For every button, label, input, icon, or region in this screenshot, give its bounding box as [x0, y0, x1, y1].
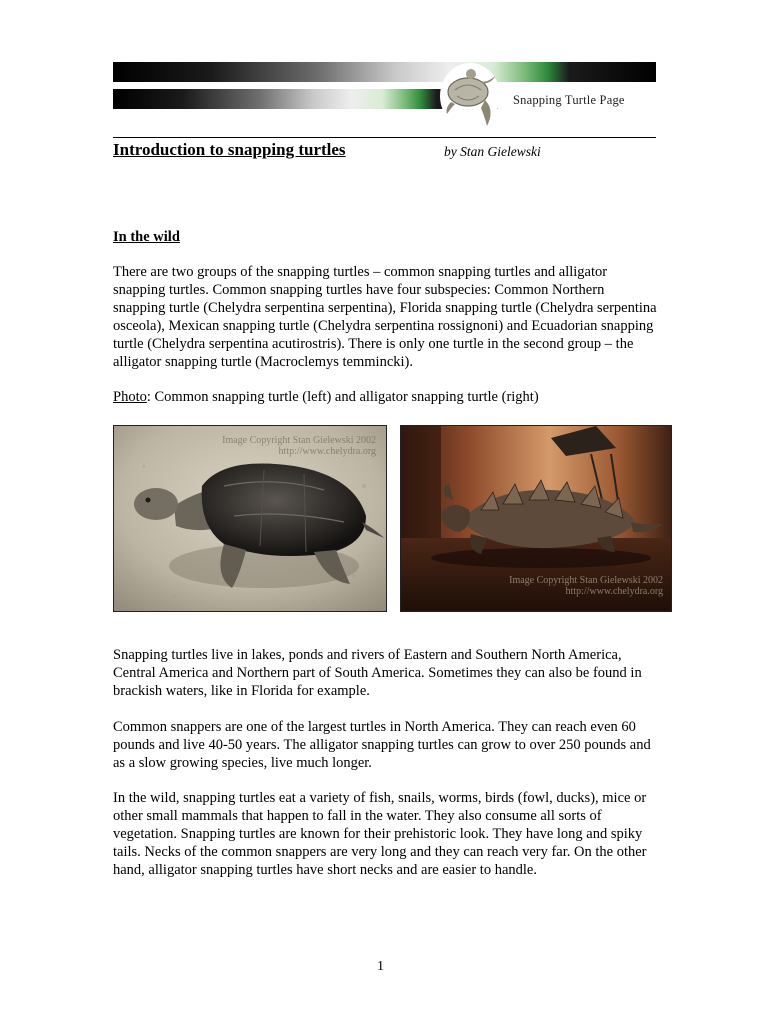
- watermark-left: Image Copyright Stan Gielewski 2002 http://www.chelydra.org: [222, 435, 376, 457]
- paragraph-size-lifespan: Common snappers are one of the largest turtles in North America. They can reach even 60 pounds and live 40-50 years. The alligator snapping turtles can grow to over 250 pounds and as a slow growing species, live much longer.: [113, 719, 651, 771]
- turtle-logo-icon: [435, 60, 505, 132]
- banner-title: Snapping Turtle Page: [513, 93, 625, 107]
- page-number: 1: [377, 959, 384, 974]
- caption-text: : Common snapping turtle (left) and alligator snapping turtle (right): [146, 389, 539, 405]
- section-heading: In the wild: [113, 229, 180, 245]
- header-divider: [113, 137, 656, 138]
- photo-caption: [113, 389, 658, 407]
- paragraph-habitat: Snapping turtles live in lakes, ponds and rivers of Eastern and Southern North America, Central America and Northern part of South America. Sometimes they can also be found in brackish waters, like in Florida for example.: [113, 647, 642, 699]
- paragraph-subspecies: There are two groups of the snapping turtles – common snapping turtles and alligator snapping turtles. Common snapping turtles have four subspecies: Common Northern snapping turtle (Chelydra serpentina serpentina), Florida snapping turtle (Chelydra serpentina osceola), Mexican snapping turtle (Chelydra serpentina rossignoni) and Ecuadorian snapping turtle (Chelydra serpentina acutirostris). There is only one turtle in the second group – the alligator snapping turtle (Macroclemys temmincki).: [113, 264, 657, 370]
- caption-label: Photo: [113, 389, 147, 405]
- banner-url: www.Chelydra.Org: [495, 81, 567, 91]
- banner-gradient-bar-top: [113, 62, 656, 82]
- document-title: Introduction to snapping turtles: [113, 140, 346, 159]
- header-banner: [113, 60, 656, 130]
- watermark-right: Image Copyright Stan Gielewski 2002 http://www.chelydra.org: [509, 575, 663, 597]
- photo-common-snapping-turtle: [113, 425, 387, 612]
- paragraph-diet-appearance: In the wild, snapping turtles eat a variety of fish, snails, worms, birds (fowl, ducks), mice or other small mammals that happen to fall in the water. They also consume all sorts of vegetation. Snapping turtles are known for their prehistoric look. They have long and spiky tails. Necks of the common snappers are very long and they can reach very far. On the other hand, alligator snapping turtles have short necks and are easier to handle.: [113, 790, 647, 878]
- photo-alligator-snapping-turtle: [400, 425, 672, 612]
- author-byline: by Stan Gielewski: [444, 144, 541, 159]
